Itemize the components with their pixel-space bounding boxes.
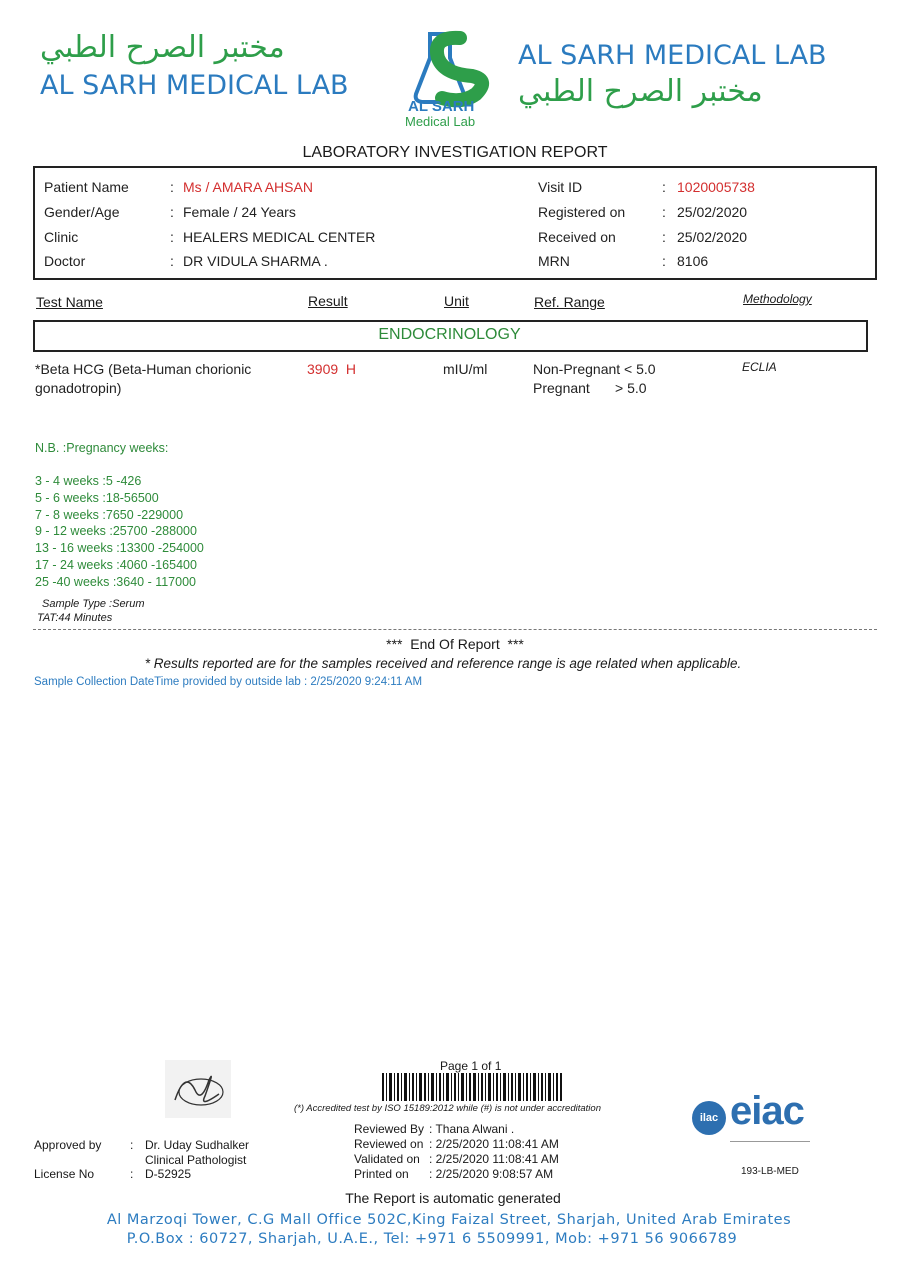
sep: : <box>662 229 666 245</box>
lab-logo <box>402 28 502 132</box>
header-english-left: AL SARH MEDICAL LAB <box>40 70 349 101</box>
col-unit: Unit <box>444 293 469 309</box>
accreditation-note: (*) Accredited test by ISO 15189:2012 while (#) is not under accreditation <box>294 1103 601 1114</box>
eiac-accreditation-logo <box>692 1089 814 1163</box>
received-value: 25/02/2020 <box>677 229 748 245</box>
sep: : <box>170 179 174 195</box>
validated-on-value: : 2/25/2020 11:08:41 AM <box>429 1152 559 1166</box>
sep: : <box>130 1138 134 1152</box>
col-test-name: Test Name <box>36 294 103 310</box>
list-item: 25 -40 weeks :3640 - 117000 <box>35 574 196 589</box>
section-title: ENDOCRINOLOGY <box>378 326 521 343</box>
tat: TAT:44 Minutes <box>37 612 113 624</box>
reviewed-on-value: : 2/25/2020 11:08:41 AM <box>429 1137 559 1151</box>
registered-label: Registered on <box>538 204 626 220</box>
reviewed-on-label: Reviewed on <box>354 1137 424 1151</box>
report-title: LABORATORY INVESTIGATION REPORT <box>302 144 608 161</box>
accreditation-code: 193-LB-MED <box>741 1166 799 1177</box>
address-line-1: Al Marzoqi Tower, C.G Mall Office 502C,King Faizal Street, Sharjah, United Arab Emirates <box>106 1212 792 1228</box>
printed-on-value: : 2/25/2020 9:08:57 AM <box>429 1167 554 1181</box>
visit-id-label: Visit ID <box>538 179 583 195</box>
sep: : <box>662 179 666 195</box>
auto-generated-note: The Report is automatic generated <box>345 1190 561 1206</box>
approved-by-title: Clinical Pathologist <box>145 1153 247 1167</box>
col-result: Result <box>308 293 348 309</box>
test-result: 3909 H <box>307 361 357 377</box>
barcode <box>382 1073 562 1101</box>
col-ref-range: Ref. Range <box>534 294 605 310</box>
list-item: 17 - 24 weeks :4060 -165400 <box>35 557 197 572</box>
range-pregnant-value: > 5.0 <box>615 380 647 396</box>
mrn-label: MRN <box>538 253 570 269</box>
header-english-right: AL SARH MEDICAL LAB <box>518 40 827 71</box>
end-of-report: *** End Of Report *** <box>386 636 524 652</box>
visit-id-value: 1020005738 <box>677 179 755 195</box>
signature <box>165 1060 231 1118</box>
gender-age-label: Gender/Age <box>44 204 120 220</box>
test-name-line1: *Beta HCG (Beta-Human chorionic <box>35 361 252 377</box>
header-arabic-left: مختبر الصرح الطبي <box>40 30 285 65</box>
license-label: License No <box>34 1167 95 1181</box>
pregnancy-weeks-list <box>35 474 204 592</box>
dashed-divider <box>33 629 877 630</box>
eiac-text: eiac <box>730 1089 804 1133</box>
list-item: 7 - 8 weeks :7650 -229000 <box>35 507 184 522</box>
collection-note: Sample Collection DateTime provided by outside lab : 2/25/2020 9:24:11 AM <box>34 676 423 688</box>
list-item: 13 - 16 weeks :13300 -254000 <box>35 541 204 556</box>
doctor-label: Doctor <box>44 253 86 269</box>
ilac-icon: ilac <box>692 1101 726 1135</box>
range-pregnant-label: Pregnant <box>533 380 590 396</box>
test-method: ECLIA <box>742 360 777 374</box>
validated-on-label: Validated on <box>354 1152 420 1166</box>
reviewed-by-label: Reviewed By <box>354 1122 425 1136</box>
mrn-value: 8106 <box>677 253 709 269</box>
sep: : <box>130 1167 134 1181</box>
sep: : <box>662 253 666 269</box>
clinic-value: HEALERS MEDICAL CENTER <box>183 229 376 245</box>
list-item: 3 - 4 weeks :5 -426 <box>35 474 142 488</box>
range-non-pregnant: Non-Pregnant < 5.0 <box>533 361 656 377</box>
printed-on-label: Printed on <box>354 1167 409 1181</box>
logo-text-sub: Medical Lab <box>405 114 476 129</box>
list-item: 5 - 6 weeks :18-56500 <box>35 490 159 505</box>
logo-text-main: AL SARH <box>408 98 475 115</box>
sep: : <box>170 253 174 269</box>
patient-name-value: Ms / AMARA AHSAN <box>183 179 313 195</box>
col-methodology: Methodology <box>743 292 812 306</box>
clinic-label: Clinic <box>44 229 79 245</box>
list-item: 9 - 12 weeks :25700 -288000 <box>35 524 197 539</box>
sep: : <box>170 229 174 245</box>
doctor-value: DR VIDULA SHARMA . <box>183 253 328 269</box>
flask-s-icon <box>402 28 502 108</box>
approved-by-label: Approved by <box>34 1138 102 1152</box>
sample-type: Sample Type :Serum <box>42 598 145 610</box>
address-line-2: P.O.Box : 60727, Sharjah, U.A.E., Tel: +971 6 5509991, Mob: +971 56 9066789 <box>126 1231 738 1247</box>
disclaimer: * Results reported are for the samples received and reference range is age related when applicable. <box>144 656 742 671</box>
sep: : <box>170 204 174 220</box>
gender-age-value: Female / 24 Years <box>183 204 296 220</box>
notes-title: N.B. :Pregnancy weeks: <box>35 441 169 455</box>
patient-name-label: Patient Name <box>44 179 129 195</box>
header-arabic-right: مختبر الصرح الطبي <box>518 74 763 109</box>
test-unit: mIU/ml <box>443 361 488 377</box>
page-number: Page 1 of 1 <box>440 1059 502 1073</box>
reviewed-by-value: : Thana Alwani . <box>429 1122 515 1136</box>
approved-by-name: Dr. Uday Sudhalker <box>145 1138 250 1152</box>
eiac-underline <box>730 1141 810 1142</box>
test-name-line2: gonadotropin) <box>35 380 122 396</box>
received-label: Received on <box>538 229 616 245</box>
sep: : <box>662 204 666 220</box>
license-value: D-52925 <box>145 1167 192 1181</box>
registered-value: 25/02/2020 <box>677 204 748 220</box>
